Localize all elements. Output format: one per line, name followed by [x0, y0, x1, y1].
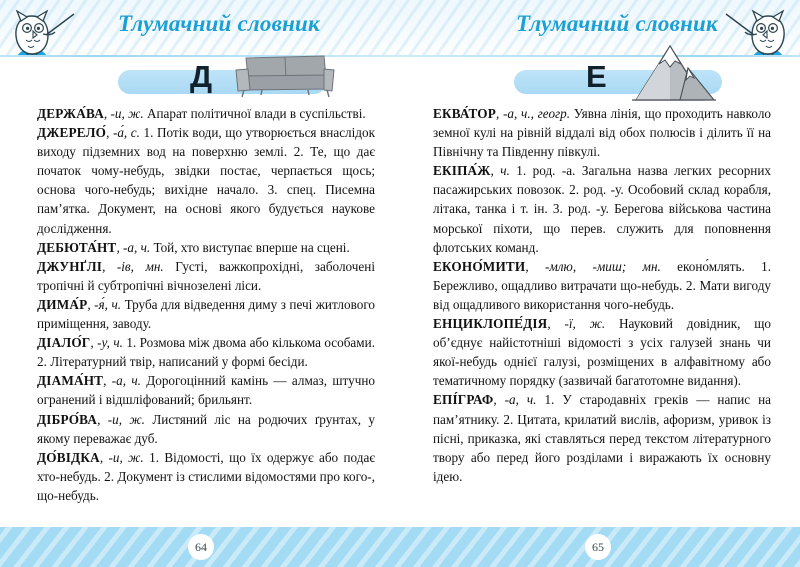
entry-grammar: , -и, ж.: [103, 106, 147, 121]
owl-on-ball-icon-right: [722, 2, 798, 57]
letter-heading-character: Е: [586, 59, 607, 94]
page-number-left: 64: [188, 534, 214, 560]
entry-headword: ДІАМА́НТ: [37, 373, 104, 389]
letter-heading-section-0: [40, 59, 380, 102]
entry-grammar: , -а, ч.: [116, 239, 154, 255]
entry-headword: ЕКОНО́МИТИ: [433, 258, 526, 274]
entry-definition: Той, хто виступає вперше на сцені.: [153, 239, 350, 255]
entry-grammar: , -а, ч.: [103, 373, 147, 389]
entry-headword: ДО́ВІДКА: [37, 449, 100, 465]
entry-headword: ЕНЦИКЛОПЕ́ДІЯ: [433, 316, 548, 332]
entry-headword: ДЕРЖА́ВА: [37, 106, 104, 121]
entry-definition: Труба для відведення диму з печі житлового приміщення, заводу.: [37, 296, 375, 332]
entry-definition: Уявна лінія, що проходить навколо земної кулі на рівній віддалі від обох полюсів і ділить її на Північну та Південну півкулі.: [433, 106, 771, 160]
owl-on-ball-icon: [2, 2, 78, 57]
entry-headword: ДЖУНҐЛІ: [37, 258, 103, 274]
dictionary-entry: [433, 314, 771, 390]
entry-definition: Науковий довідник, що об’єднує найістотніші відомості з усіх галузей знань чи якої-небудь однієї галузі, розміщених в алфавітному або тематичному порядку (зазвичай багатотомне видання).: [433, 316, 771, 389]
entry-grammar: , -у, ч.: [90, 335, 127, 351]
page-title-right: Тлумачний словник: [516, 11, 718, 36]
entry-headword: ЕКІПА́Ж: [433, 163, 491, 179]
entry-grammar: , -ів, мн.: [102, 258, 176, 274]
entry-headword: ДІАЛО́Г: [37, 335, 91, 351]
entry-grammar: , -и, ж.: [97, 411, 153, 427]
dictionary-entry: [433, 257, 771, 314]
entry-headword: ДІБРО́ВА: [37, 411, 98, 427]
entry-headword: ДЕБЮТА́НТ: [37, 239, 117, 255]
dictionary-entry: [433, 104, 771, 161]
entry-definition: Густі, важкопрохідні, заболочені тропічні й субтропічні вічнозелені ліси.: [37, 258, 375, 293]
page-header: [0, 0, 800, 57]
dictionary-entry: [37, 371, 375, 409]
entry-definition: 1. Відомості, що їх одержує або подає хто-небудь. 2. Документ із стислими відомостями про кого-, що-небудь.: [37, 449, 375, 503]
dictionary-entry: [37, 238, 375, 257]
dictionary-entry: [433, 390, 771, 485]
entry-grammar: , -млю, -миш; мн.: [525, 258, 678, 274]
entry-definition: 1. род. -а. Загальна назва легких ресорних пасажирських повозок. 2. род. -у. Особовий склад корабля, літака, танка і т. ін. 3. род. -у. Берегова військова частина морської піхоти, що перев. служить для поповнення флотських команд.: [433, 163, 771, 255]
entry-grammar: , -а, ч., геогр.: [496, 106, 574, 121]
dictionary-entry: [37, 410, 375, 448]
entry-grammar: , ч.: [490, 163, 517, 179]
entry-grammar: , -и, ж.: [99, 449, 150, 465]
dictionary-entry: [37, 104, 375, 123]
page-footer: [0, 527, 800, 567]
letter-pill-background: [118, 70, 326, 94]
entry-headword: ДИМА́Р: [37, 296, 88, 312]
header-divider-rule: [0, 55, 800, 57]
entry-definition: Дорогоцінний камінь — алмаз, штучно огранений і відшліфований; брильянт.: [37, 373, 375, 408]
dictionary-entry: [37, 123, 375, 238]
entry-definition: Апарат політичної влади в суспільстві.: [146, 106, 366, 121]
dictionary-entry: [37, 257, 375, 295]
entry-grammar: , -я́, ч.: [87, 296, 125, 312]
dictionary-entry: [433, 161, 771, 256]
letter-heading-character: Д: [190, 59, 213, 94]
entry-definition: еконо́млять. 1. Бережливо, ощадливо витрачати що-небудь. 2. Мати вигоду від ощадливого використання чого-небудь.: [433, 258, 772, 312]
entry-grammar: , -ї, ж.: [547, 316, 619, 332]
entry-definition: 1. У стародавніх греків — напис на пам’ятнику. 2. Цитата, крилатий вислів, афоризм, уривок із пісні, приказка, які ставляться перед текстом літературного твору або перед його розділами і виражають їх основну ідею.: [433, 392, 771, 484]
entry-headword: ЕКВА́ТОР: [433, 106, 497, 121]
letter-heading-section-1: [436, 59, 776, 102]
entry-grammar: , -а́, с.: [106, 125, 144, 141]
letter-pill-background: [514, 70, 722, 94]
entry-headword: ЕПІ́ГРАФ: [433, 392, 494, 408]
page-title-left: Тлумачний словник: [118, 11, 320, 36]
page-number-right: 65: [585, 534, 611, 560]
dictionary-entry: [37, 333, 375, 371]
dictionary-entry: [37, 295, 375, 333]
entry-grammar: , -а, ч.: [493, 392, 545, 408]
dictionary-column-right: [433, 104, 771, 486]
entry-definition: Листяний ліс на родючих ґрунтах, у якому переважає дуб.: [37, 411, 375, 446]
dictionary-entry: [37, 448, 375, 505]
entry-headword: ДЖЕРЕЛО́: [37, 125, 107, 141]
entry-definition: 1. Потік води, що утворюється внаслідок виходу підземних вод на поверхню землі. 2. Те, що дає початок чому-небудь, звідки постає, черпається щось; основа чого-небудь; вихідне начало. 3. спец. Писемна пам’ятка. Документ, на основі якого будується наукове дослідження.: [37, 125, 376, 236]
dictionary-column-left: [37, 104, 375, 505]
entry-definition: 1. Розмова між двома або кількома особами. 2. Літературний твір, написаний у формі бесіди.: [37, 335, 375, 370]
